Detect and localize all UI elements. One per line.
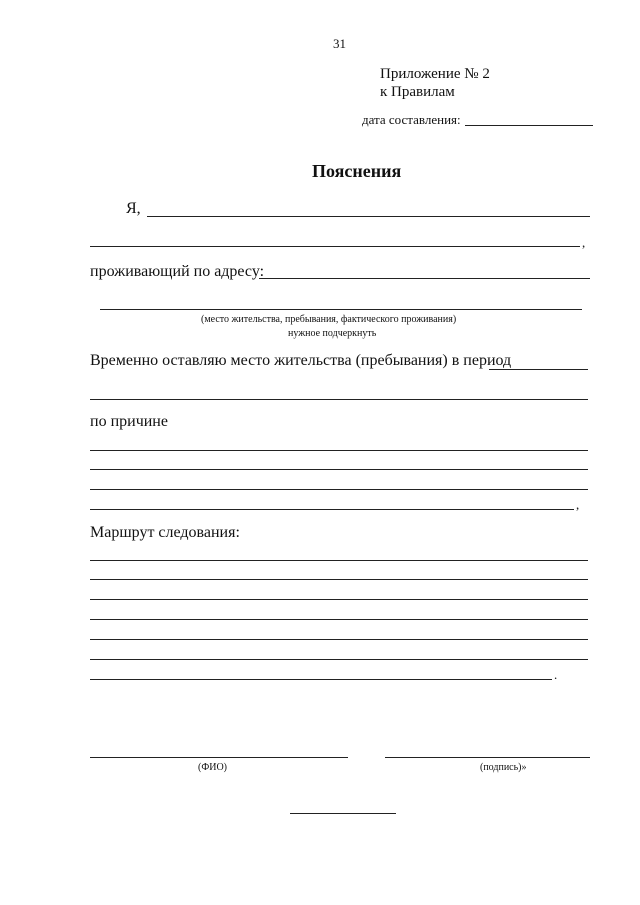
reason-line-3[interactable]	[90, 489, 588, 490]
address-caption: (место жительства, пребывания, фактического проживания)	[201, 314, 457, 325]
route-line-3[interactable]	[90, 599, 588, 600]
name-comma: ,	[582, 235, 586, 250]
period-label: Временно оставляю место жительства (пребывания) в период	[90, 352, 512, 369]
route-line-1[interactable]	[90, 560, 588, 561]
date-label: дата составления:	[362, 112, 461, 127]
route-line-5[interactable]	[90, 639, 588, 640]
document-title: Пояснения	[312, 161, 402, 181]
page-number: 31	[333, 36, 346, 51]
underline-hint: нужное подчеркнуть	[288, 328, 377, 339]
reason-comma: ,	[576, 497, 580, 512]
reason-line-4[interactable]	[90, 509, 574, 510]
reason-line-2[interactable]	[90, 469, 588, 470]
signature-caption: (подпись)»	[480, 762, 527, 773]
date-field-line[interactable]	[465, 125, 593, 126]
period-field-line-2[interactable]	[90, 399, 588, 400]
address-field-line-2[interactable]	[100, 309, 582, 310]
route-line-7[interactable]	[90, 679, 552, 680]
appendix-line-1: Приложение № 2	[380, 66, 490, 82]
route-label: Маршрут следования:	[90, 524, 240, 541]
reason-line-1[interactable]	[90, 450, 588, 451]
route-line-4[interactable]	[90, 619, 588, 620]
route-line-6[interactable]	[90, 659, 588, 660]
route-line-2[interactable]	[90, 579, 588, 580]
address-field-line[interactable]	[259, 278, 590, 279]
closing-rule	[290, 813, 396, 814]
period-field-line[interactable]	[489, 369, 588, 370]
name-field-line[interactable]	[147, 216, 590, 217]
route-period: .	[554, 667, 558, 682]
address-label: проживающий по адресу:	[90, 263, 265, 280]
fio-caption: (ФИО)	[198, 762, 228, 773]
appendix-line-2: к Правилам	[380, 84, 455, 100]
reason-label: по причине	[90, 413, 168, 430]
ya-label: Я,	[126, 200, 141, 217]
name-field-line-2[interactable]	[90, 246, 580, 247]
signature-field-line[interactable]	[385, 757, 590, 758]
fio-field-line[interactable]	[90, 757, 348, 758]
